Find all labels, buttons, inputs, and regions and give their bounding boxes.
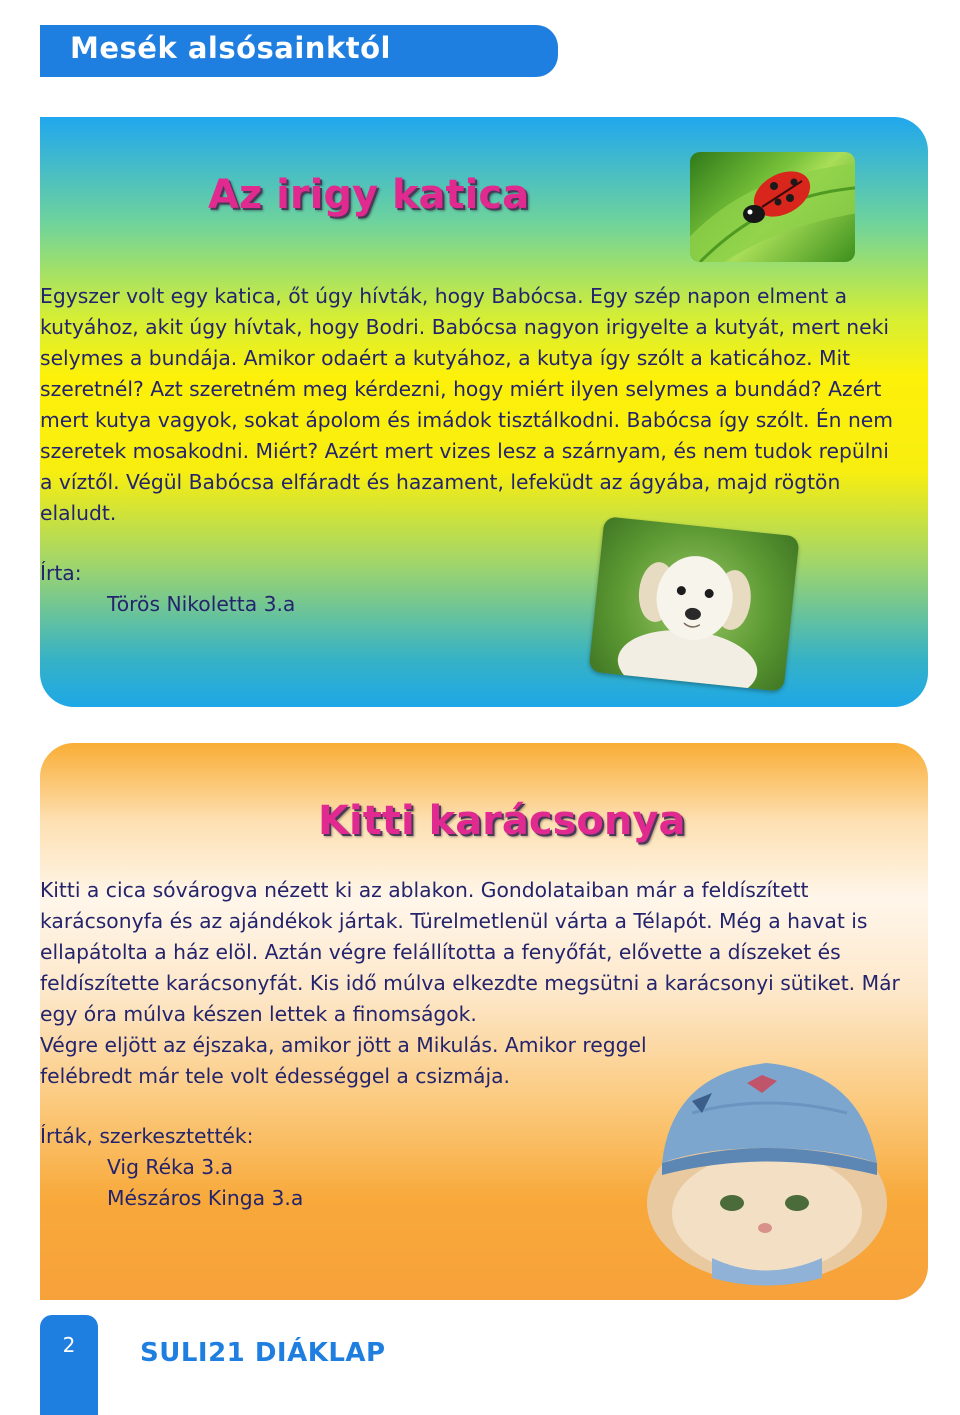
story-author-2b: Mészáros Kinga 3.a xyxy=(107,1186,304,1210)
story-title-1: Az irigy katica xyxy=(208,172,530,218)
story-body-1: Egyszer volt egy katica, őt úgy hívták, hogy Babócsa. Egy szép napon elment a kutyához, akit úgy hívtak, hogy Bodri. Babócsa nagyon irigyelte a kutyát, mert neki selymes a bundája. Amikor odaért a kutyához, a kutya így szólt a katicához. Mit szeretnél? Azt szeretném meg kérdezni, hogy miért ilyen selymes a bundád? Azért mert kutya vagyok, sokat ápolom és imádok tisztálkodni. Babócsa így szólt. Én nem szeretek mosakodni. Miért? Azért mert vizes lesz a szárnyam, és nem tudok repülni a víztől. Végül Babócsa elfáradt és hazament, lefeküdt az ágyába, majd rögtön elaludt. xyxy=(40,284,894,525)
section-title: Mesék alsósainktól xyxy=(70,31,391,65)
story-author-2a: Vig Réka 3.a xyxy=(107,1155,234,1179)
story-body-2: Kitti a cica sóvárogva nézett ki az ablakon. Gondolataiban már a feldíszített karácsonyfa és az ajándékok jártak. Türelmetlenül várta a Télapót. Még a havat is ellapátolta a ház elöl. Aztán végre felállította a fenyőfát, elővette a díszeket és feldíszítette karácsonyfát. Kis idő múlva elkezdte megsütni a karácsonyi sütiket. Már egy óra múlva készen lettek a finomságok. Végre eljött az éjszaka, amikor jött a Mikulás. Amikor reggel felébredt már tele volt édességgel a csizmája. xyxy=(40,878,900,1088)
story-author-label-2: Írták, szerkesztették: xyxy=(40,1124,254,1148)
page-number-tab xyxy=(40,1315,98,1415)
puppy-photo xyxy=(588,516,799,692)
section-header xyxy=(40,25,558,77)
story-author-label-1: Írta: xyxy=(40,561,82,585)
publication-name: SULI21 DIÁKLAP xyxy=(140,1338,386,1368)
story-title-2: Kitti karácsonya xyxy=(318,798,686,844)
page-number: 2 xyxy=(62,1333,76,1357)
ladybug-photo xyxy=(690,152,855,262)
cat-in-hat-photo xyxy=(632,1053,897,1286)
story-author-1: Törös Nikoletta 3.a xyxy=(107,592,296,616)
